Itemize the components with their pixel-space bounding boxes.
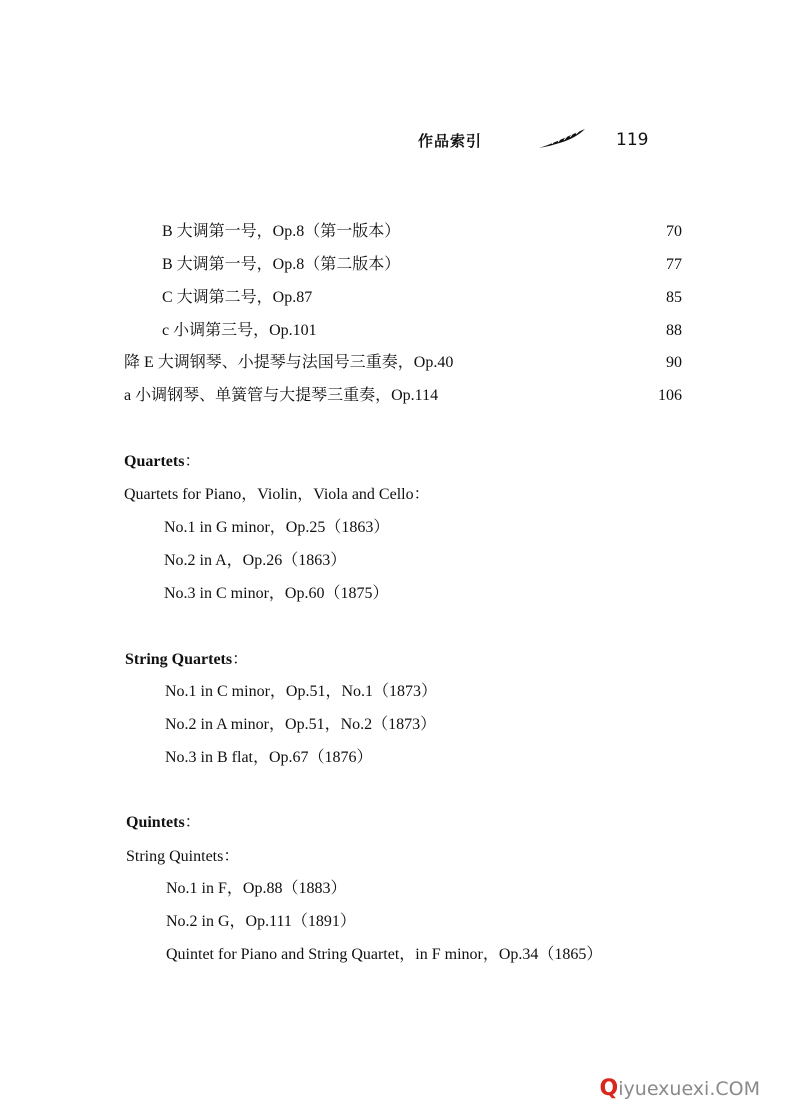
section-heading-quintets <box>126 813 201 833</box>
list-item-page: 85 <box>666 289 682 306</box>
list-item-page: 77 <box>666 256 682 273</box>
list-item: a 小调钢琴、单簧管与大提琴三重奏，Op.114 <box>124 387 439 404</box>
list-item: B 大调第一号，Op.8（第二版本） <box>162 256 401 273</box>
list-item: B 大调第一号，Op.8（第一版本） <box>162 223 401 240</box>
section-heading-quartets <box>124 452 200 472</box>
section-heading-text: String Quartets <box>125 651 233 668</box>
list-item-page: 88 <box>666 322 682 339</box>
list-item: C 大调第二号，Op.87 <box>162 289 313 306</box>
list-item: c 小调第三号，Op.101 <box>162 322 317 339</box>
section-heading-colon: ： <box>184 453 201 470</box>
section-heading-text: Quintets <box>126 814 185 831</box>
section-heading-text: Quartets <box>124 453 185 470</box>
list-item: No.1 in C minor，Op.51，No.1（1873） <box>165 683 438 700</box>
list-item: No.3 in C minor，Op.60（1875） <box>164 585 389 602</box>
site-watermark <box>600 1076 760 1101</box>
list-item: 降 E 大调钢琴、小提琴与法国号三重奏，Op.40 <box>124 354 454 371</box>
list-item: No.2 in A minor，Op.51，No.2（1873） <box>165 716 437 733</box>
section-heading-string-quartets <box>125 650 248 670</box>
list-item-page: 90 <box>666 354 682 371</box>
list-item: No.2 in A，Op.26（1863） <box>164 552 347 569</box>
quill-ornament-icon <box>538 128 586 150</box>
list-item-page: 70 <box>666 223 682 240</box>
running-header-title: 作品索引 <box>418 132 483 150</box>
list-item: Quintet for Piano and String Quartet，in F minor，Op.34（1865） <box>166 946 603 963</box>
watermark-initial: Q <box>599 1076 619 1101</box>
list-item: No.3 in B flat，Op.67（1876） <box>165 749 373 766</box>
watermark-text: iyuexuexi.COM <box>618 1078 760 1100</box>
section-heading-colon: ： <box>232 651 249 668</box>
page-number: 119 <box>616 130 649 150</box>
section-subheading: Quartets for Piano，Violin，Viola and Cello： <box>124 486 430 503</box>
section-heading-colon: ： <box>184 814 201 831</box>
list-item-page: 106 <box>658 387 682 404</box>
list-item: No.1 in G minor，Op.25（1863） <box>164 519 390 536</box>
list-item: No.2 in G，Op.111（1891） <box>166 913 356 930</box>
section-subheading: String Quintets： <box>126 848 240 865</box>
list-item: No.1 in F，Op.88（1883） <box>166 880 347 897</box>
